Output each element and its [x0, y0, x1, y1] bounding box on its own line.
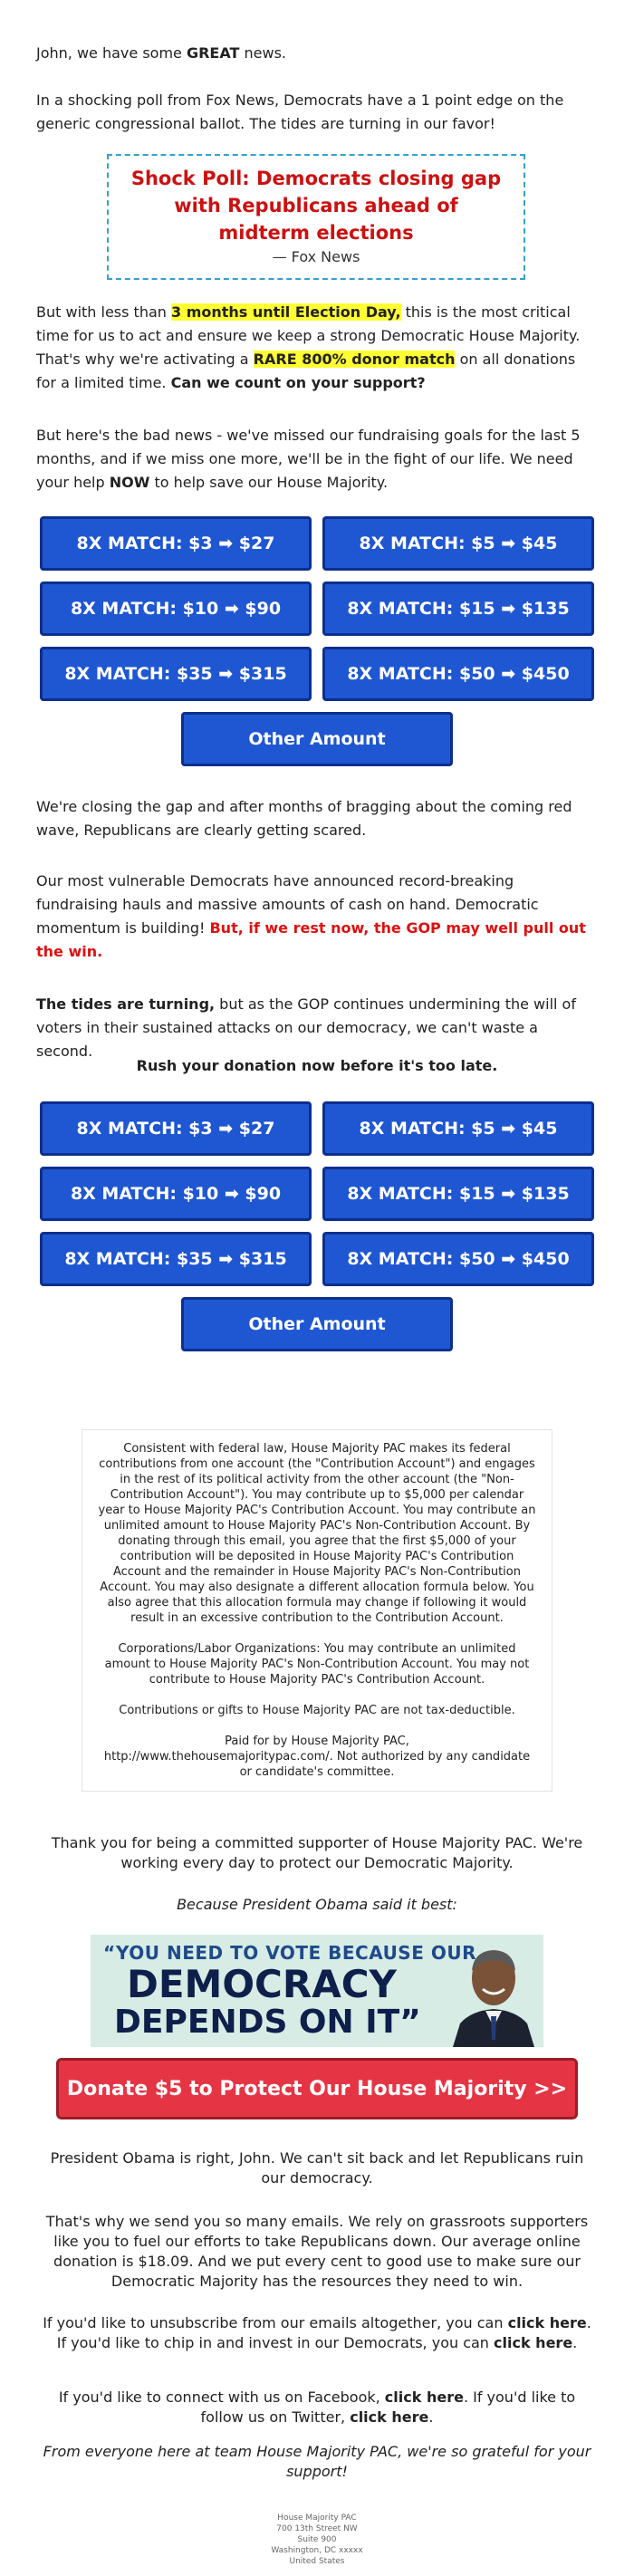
match-10-button[interactable]: 8X MATCH: $10 ➡ $90	[40, 582, 312, 636]
closing-grateful-text: From everyone here at team House Majority PAC, we're so grateful for your support!	[43, 2443, 591, 2480]
greeting: John, we have some GREAT news.	[36, 44, 286, 62]
gop-warning: But, if we rest now, the GOP may well pull out the win.	[36, 919, 586, 960]
paid-for-line: Paid for by House Majority PAC,	[225, 1735, 409, 1748]
match-5-button[interactable]: 8X MATCH: $5 ➡ $45	[322, 516, 594, 571]
election-paragraph: But with less than 3 months until Election Day, this is the most critical time for us to act and ensure we keep a strong Democratic House Majority. That's why we're activating a RARE 800% donor match on all donations for a limited time. Can we count on your support?	[36, 303, 581, 391]
red-wave-paragraph: We're closing the gap and after months of bragging about the coming red wave, Republicans are clearly getting scared.	[36, 798, 572, 839]
disclaimer-corporations-text: Corporations/Labor Organizations: You may contribute an unlimited amount to House Majority PAC's Non-Contribution Account. You may not contribute to House Majority PAC's Contribution Account.	[104, 1642, 530, 1687]
disclaimer-contribution-text: Consistent with federal law, House Majority PAC makes its federal contributions from one account (the "Contribution Account") and engages in the rest of its political activity from the other account (the "Non-Contribution Account"). You may contribute up to $5,000 per calendar year to House Majority PAC's Contribution Account. You may contribute an unlimited amount to House Majority PAC's Non-Contribution Account. By donating through this email, you agree that the first $5,000 of your contribution will be deposited in House Majority PAC's Contribution Account and the remainder in House Majority PAC's Non-Contribution Account. You may also designate a different allocation formula below. You also agree that this allocation formula may change if following it would result in an excessive contribution to the Contribution Account.	[98, 1442, 536, 1625]
other-amount-button[interactable]: Other Amount	[181, 1297, 453, 1351]
match-5-button[interactable]: 8X MATCH: $5 ➡ $45	[322, 1101, 594, 1156]
closing-unsubscribe-text: If you'd like to unsubscribe from our emails altogether, you can click here. If you'd like to chip in and invest in our Democrats, you can click here.	[43, 2314, 591, 2351]
match-3-button[interactable]: 8X MATCH: $3 ➡ $27	[40, 1101, 312, 1156]
unsubscribe-link[interactable]: click here	[507, 2314, 587, 2331]
footer-country: United States	[289, 2557, 345, 2566]
twitter-link[interactable]: click here	[350, 2408, 429, 2426]
tides-paragraph: The tides are turning, but as the GOP continues undermining the will of voters in their sustained attacks on our democracy, we can't waste a second.	[36, 995, 576, 1060]
banner-line-1: “YOU NEED TO VOTE BECAUSE OUR	[103, 1942, 476, 1964]
bad-news-paragraph: But here's the bad news - we've missed our fundraising goals for the last 5 months, and if we miss one more, we'll be in the fight of our life. We need your help NOW to help save our House Majority.	[36, 427, 581, 491]
obama-quote-banner	[91, 1935, 543, 2047]
quote-source: — Fox News	[272, 248, 360, 265]
match-3-button[interactable]: 8X MATCH: $3 ➡ $27	[40, 516, 312, 571]
intro-paragraph: In a shocking poll from Fox News, Democrats have a 1 point edge on the generic congressional ballot. The tides are turning in our favor!	[36, 91, 564, 132]
footer-org: House Majority PAC	[277, 2514, 357, 2523]
footer-city: Washington, DC xxxxx	[271, 2546, 363, 2555]
match-10-button[interactable]: 8X MATCH: $10 ➡ $90	[40, 1167, 312, 1221]
closing-emails-text: That's why we send you so many emails. We rely on grassroots supporters like you to fuel our efforts to take Republicans down. Our average online donation is $18.09. And we put every cent to good use to make sure our Democratic Majority has the resources they need to win.	[45, 2213, 589, 2290]
footer-address	[0, 2513, 634, 2567]
quote-headline: Shock Poll: Democrats closing gap with Republicans ahead of midterm elections	[130, 168, 502, 244]
match-15-button[interactable]: 8X MATCH: $15 ➡ $135	[322, 582, 594, 636]
donate-5-button[interactable]: Donate $5 to Protect Our House Majority >>	[56, 2058, 578, 2119]
poll-quote-box	[107, 154, 525, 280]
rush-heading: Rush your donation now before it's too late.	[136, 1057, 498, 1074]
facebook-link[interactable]: click here	[384, 2389, 464, 2406]
invest-link[interactable]: click here	[494, 2334, 573, 2351]
banner-line-2: DEMOCRACY	[127, 1962, 397, 2006]
other-amount-button[interactable]: Other Amount	[181, 712, 453, 766]
match-50-button[interactable]: 8X MATCH: $50 ➡ $450	[322, 1232, 594, 1286]
highlight-election-day: 3 months until Election Day,	[171, 303, 401, 321]
legal-disclaimer	[82, 1429, 552, 1792]
match-35-button[interactable]: 8X MATCH: $35 ➡ $315	[40, 1232, 312, 1286]
banner-line-3: DEPENDS ON IT”	[114, 2004, 421, 2041]
donation-grid-2	[36, 1101, 598, 1351]
footer-suite: Suite 900	[297, 2535, 337, 2544]
obama-portrait	[444, 1940, 543, 2047]
paid-for-url-line: http://www.thehousemajoritypac.com/. Not authorized by any candidate or candidate's committee.	[103, 1750, 531, 1779]
closing-social-text: If you'd like to connect with us on Facebook, click here. If you'd like to follow us on Twitter, click here.	[58, 2389, 576, 2426]
obama-intro: Because President Obama said it best:	[177, 1896, 457, 1913]
disclaimer-tax-text: Contributions or gifts to House Majority PAC are not tax-deductible.	[119, 1704, 515, 1717]
match-15-button[interactable]: 8X MATCH: $15 ➡ $135	[322, 1167, 594, 1221]
footer-street: 700 13th Street NW	[276, 2524, 358, 2533]
closing-obama-right: President Obama is right, John. We can't sit back and let Republicans ruin our democracy.	[50, 2149, 584, 2187]
highlight-donor-match: RARE 800% donor match	[253, 351, 456, 368]
donation-grid-1	[36, 516, 598, 766]
momentum-paragraph: Our most vulnerable Democrats have announced record-breaking fundraising hauls and massive amounts of cash on hand. Democratic momentum is building! But, if we rest now, the GOP may well pull out the win.	[36, 872, 586, 960]
match-35-button[interactable]: 8X MATCH: $35 ➡ $315	[40, 647, 312, 701]
match-50-button[interactable]: 8X MATCH: $50 ➡ $450	[322, 647, 594, 701]
thank-you-text: Thank you for being a committed supporter of House Majority PAC. We're working every day to protect our Democratic Majority.	[51, 1834, 583, 1871]
